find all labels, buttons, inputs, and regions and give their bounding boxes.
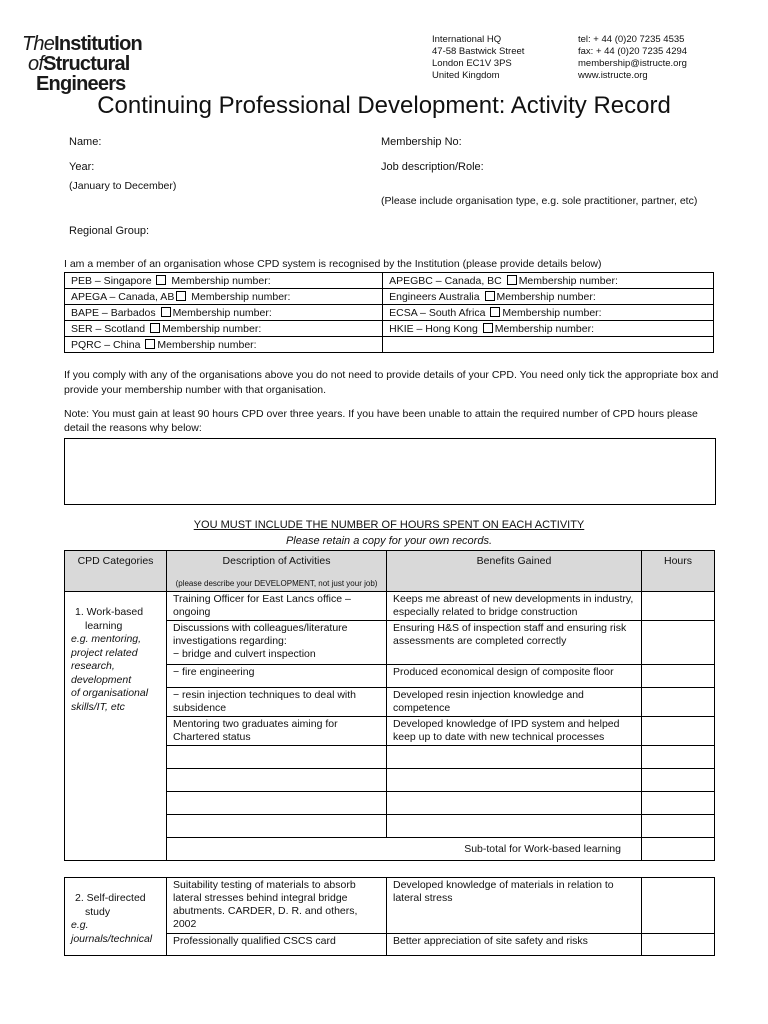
org-name: HKIE – Hong Kong xyxy=(389,322,478,335)
org-membership-label: Membership number: xyxy=(496,290,596,303)
category-example: research, xyxy=(71,660,115,672)
year-note: (January to December) xyxy=(69,180,177,192)
org-cell xyxy=(65,337,383,353)
benefit-gained[interactable] xyxy=(387,746,642,769)
org-membership-label: Membership number: xyxy=(162,322,262,335)
address-line: 47-58 Bastwick Street xyxy=(432,46,525,57)
job-note: (Please include organisation type, e.g. sole practitioner, partner, etc) xyxy=(381,195,698,207)
org-name: PQRC – China xyxy=(71,338,141,351)
org-table xyxy=(64,272,714,353)
category-title: 1. Work-based xyxy=(75,606,144,618)
org-checkbox[interactable] xyxy=(161,307,171,317)
hours-note: Note: You must gain at least 90 hours CPD over three years. If you have been unable to attain the required number of CPD hours please detail the reasons why below: xyxy=(64,408,698,434)
table-header-row xyxy=(65,551,715,592)
org-membership-label: Membership number: xyxy=(191,290,291,303)
category-example: skills/IT, etc xyxy=(71,700,125,713)
category-example: journals/technical xyxy=(71,932,153,945)
hours-cell[interactable] xyxy=(642,746,715,769)
org-membership-label: Membership number: xyxy=(518,274,618,287)
cpd-table-self-directed xyxy=(64,877,715,956)
hours-cell[interactable] xyxy=(642,792,715,815)
must-include-heading: YOU MUST INCLUDE THE NUMBER OF HOURS SPENT ON EACH ACTIVITY xyxy=(193,519,585,531)
logo-text-of: of xyxy=(28,53,44,75)
activity-description[interactable]: Suitability testing of materials to absorb lateral stresses behind integral bridge abutments. CARDER, D. R. and others, 2002 xyxy=(167,878,387,934)
header-categories: CPD Categories xyxy=(65,551,167,592)
activity-description[interactable]: Professionally qualified CSCS card xyxy=(167,934,387,956)
org-row xyxy=(65,321,714,337)
org-name: BAPE – Barbados xyxy=(71,306,156,319)
activity-description[interactable]: − resin injection techniques to deal with subsidence xyxy=(167,688,387,717)
benefit-gained[interactable]: Ensuring H&S of inspection staff and ensuring risk assessments are completed correctly xyxy=(387,621,642,665)
hours-cell[interactable] xyxy=(642,592,715,621)
header-description-label: Description of Activities xyxy=(222,555,331,567)
category-example: of organisational xyxy=(71,687,149,699)
org-checkbox[interactable] xyxy=(145,339,155,349)
org-name: ECSA – South Africa xyxy=(389,306,486,319)
hours-cell[interactable] xyxy=(642,934,715,956)
org-cell xyxy=(383,273,714,289)
org-checkbox[interactable] xyxy=(483,323,493,333)
activity-description[interactable] xyxy=(167,746,387,769)
org-checkbox[interactable] xyxy=(507,275,517,285)
category-title: learning xyxy=(85,619,123,632)
category-example: project related xyxy=(71,646,138,659)
category-work-based xyxy=(65,592,167,861)
org-membership-label: Membership number: xyxy=(502,306,602,319)
org-row xyxy=(65,289,714,305)
activity-description[interactable]: Mentoring two graduates aiming for Chartered status xyxy=(167,717,387,746)
benefit-gained[interactable]: Developed knowledge of IPD system and helped keep up to date with new technical processes xyxy=(387,717,642,746)
org-cell-empty xyxy=(383,337,714,353)
address-block xyxy=(432,34,524,82)
retain-copy-note: Please retain a copy for your own records. xyxy=(285,535,493,547)
header-benefits: Benefits Gained xyxy=(387,551,642,592)
org-intro: I am a member of an organisation whose CPD system is recognised by the Institution (please provide details below) xyxy=(64,258,602,270)
contact-fax: fax: + 44 (0)20 7235 4294 xyxy=(578,46,688,57)
activity-description[interactable] xyxy=(167,792,387,815)
benefit-gained[interactable] xyxy=(387,769,642,792)
institution-logo xyxy=(22,34,142,94)
org-name: SER – Scotland xyxy=(71,322,146,335)
org-membership-label: Membership number: xyxy=(171,274,271,287)
benefit-gained[interactable]: Developed resin injection knowledge and competence xyxy=(387,688,642,717)
comply-note: If you comply with any of the organisations above you do not need to provide details of your CPD. You need only tick the appropriate box and provide your membership number with that organisation. xyxy=(64,369,719,396)
org-name: APEGBC – Canada, BC xyxy=(389,274,502,287)
org-cell xyxy=(65,273,383,289)
category-example: e.g. mentoring, xyxy=(71,633,142,645)
benefit-gained[interactable]: Keeps me abreast of new developments in industry, especially related to bridge construction xyxy=(387,592,642,621)
org-membership-label: Membership number: xyxy=(172,306,272,319)
address-line: London EC1V 3PS xyxy=(432,58,512,69)
org-checkbox[interactable] xyxy=(485,291,495,301)
reasons-textbox[interactable] xyxy=(64,438,716,505)
org-checkbox[interactable] xyxy=(150,323,160,333)
org-cell xyxy=(65,289,383,305)
subtotal-hours-cell[interactable] xyxy=(642,838,715,861)
benefit-gained[interactable]: Developed knowledge of materials in relation to lateral stress xyxy=(387,878,642,934)
hours-cell[interactable] xyxy=(642,621,715,665)
org-name: APEGA – Canada, AB xyxy=(71,290,175,303)
org-name: PEB – Singapore xyxy=(71,274,152,287)
category-self-directed xyxy=(65,878,167,956)
logo-text-structural: Structural xyxy=(43,53,130,75)
org-row xyxy=(65,305,714,321)
org-cell xyxy=(383,289,714,305)
logo-text-the: The xyxy=(22,33,55,55)
address-line: International HQ xyxy=(432,34,502,45)
regional-group-label: Regional Group: xyxy=(69,225,150,237)
org-name: Engineers Australia xyxy=(389,290,480,303)
contact-website[interactable]: www.istructe.org xyxy=(578,70,648,81)
org-row xyxy=(65,273,714,289)
org-checkbox[interactable] xyxy=(156,275,166,285)
category-title: 2. Self-directed xyxy=(75,892,146,904)
benefit-gained[interactable] xyxy=(387,815,642,838)
activity-description[interactable]: Discussions with colleagues/literature investigations regarding: − bridge and culvert inspection xyxy=(167,621,387,665)
table-row xyxy=(65,878,715,934)
org-row xyxy=(65,337,714,353)
org-cell xyxy=(65,305,383,321)
org-cell xyxy=(383,305,714,321)
hours-cell[interactable] xyxy=(642,815,715,838)
benefit-gained[interactable]: Better appreciation of site safety and risks xyxy=(387,934,642,956)
logo-text-institution: Institution xyxy=(54,33,142,55)
job-label: Job description/Role: xyxy=(381,161,484,173)
year-label: Year: xyxy=(69,161,95,173)
hours-cell[interactable] xyxy=(642,665,715,688)
table-row xyxy=(65,592,715,621)
category-example: e.g. xyxy=(71,919,89,931)
hours-cell[interactable] xyxy=(642,717,715,746)
logo-text-engineers: Engineers xyxy=(36,73,126,95)
contact-block xyxy=(578,34,687,82)
hours-cell[interactable] xyxy=(642,688,715,717)
membership-no-label: Membership No: xyxy=(381,136,462,148)
cpd-table-work-based xyxy=(64,550,715,861)
org-cell xyxy=(65,321,383,337)
category-example: development xyxy=(71,673,132,686)
page-title: Continuing Professional Development: Activity Record xyxy=(97,92,671,119)
header-description xyxy=(167,551,387,592)
benefit-gained[interactable] xyxy=(387,792,642,815)
activity-description[interactable]: Training Officer for East Lancs office – ongoing xyxy=(167,592,387,621)
address-line: United Kingdom xyxy=(432,70,500,81)
contact-tel: tel: + 44 (0)20 7235 4535 xyxy=(578,34,685,45)
hours-cell[interactable] xyxy=(642,878,715,934)
name-label: Name: xyxy=(69,136,102,148)
org-checkbox[interactable] xyxy=(176,291,186,301)
category-title: study xyxy=(85,905,111,918)
contact-email[interactable]: membership@istructe.org xyxy=(578,58,687,69)
benefit-gained[interactable]: Produced economical design of composite floor xyxy=(387,665,642,688)
subtotal-label: Sub-total for Work-based learning xyxy=(167,838,642,861)
org-cell xyxy=(383,321,714,337)
org-membership-label: Membership number: xyxy=(157,338,257,351)
hours-cell[interactable] xyxy=(642,769,715,792)
header-description-sub: (please describe your DEVELOPMENT, not just your job) xyxy=(175,579,378,588)
header-hours: Hours xyxy=(642,551,715,592)
activity-description[interactable] xyxy=(167,769,387,792)
activity-description[interactable] xyxy=(167,815,387,838)
org-checkbox[interactable] xyxy=(490,307,500,317)
org-membership-label: Membership number: xyxy=(494,322,594,335)
activity-description[interactable]: − fire engineering xyxy=(167,665,387,688)
